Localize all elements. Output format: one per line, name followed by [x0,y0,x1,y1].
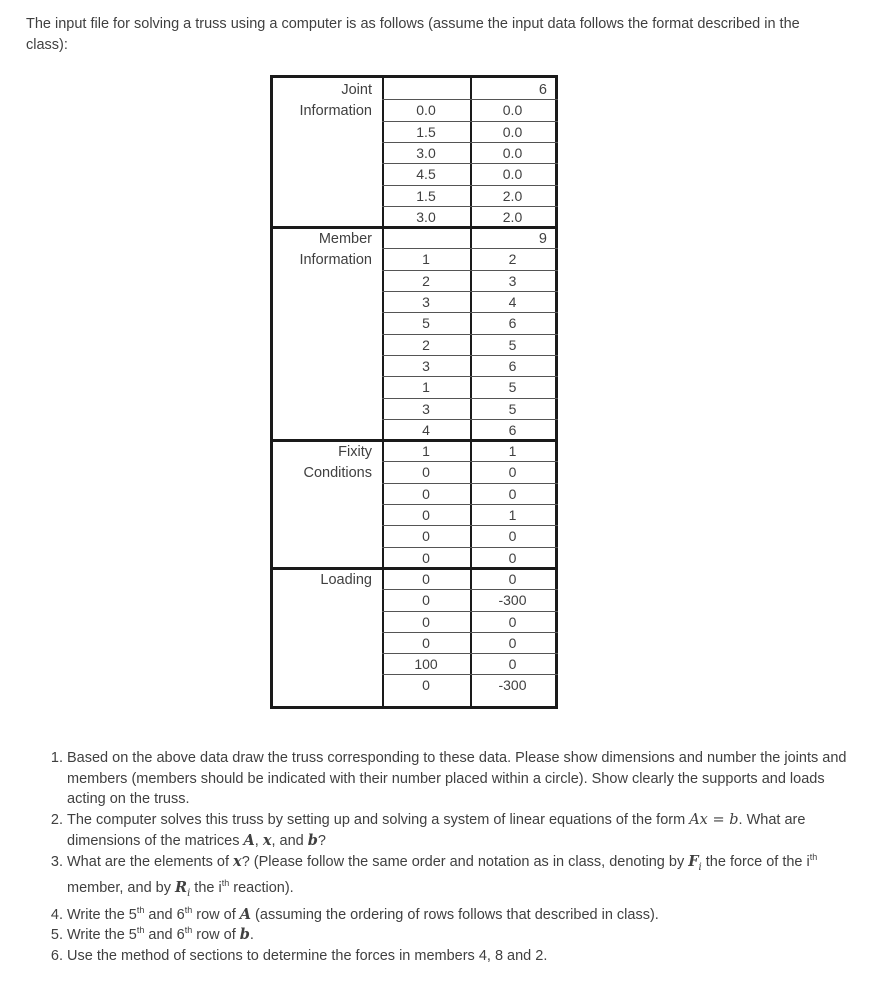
equation-ax-b: Ax = b [689,812,739,829]
cell-member-5-a: 3 [422,357,430,374]
question-3-text-b: ? (Please follow the same order and notation as in class, denoting by [241,853,689,870]
cell-fixity-0-a: 1 [422,443,430,460]
section-label-fixity: Fixity Conditions [303,444,372,482]
cell-joint-3-a: 4.5 [416,166,436,183]
question-4-text: Write the 5 [67,906,137,923]
question-6-text: Use the method of sections to determine the forces in members 4, 8 and 2. [67,948,548,965]
cell-member-0-b: 2 [508,251,517,268]
cell-loading-5-a: 0 [422,677,430,694]
cell-loading-5-b: -300 [498,677,527,694]
reaction-index: i [187,888,191,899]
vector-b-symbol: b [307,831,318,849]
question-4-text-b: and 6 [144,906,185,923]
cell-member-5-b: 6 [508,357,517,374]
question-3-text: What are the elements of [67,853,234,870]
question-4-text-d: (assuming the ordering of rows follows that described in class). [251,906,659,923]
cell-member-8-a: 4 [422,421,430,438]
cell-fixity-4-b: 0 [508,528,517,545]
cell-joint-2-a: 3.0 [416,144,436,161]
section-label-loading: Loading [320,571,372,588]
cell-loading-0-a: 0 [422,570,430,587]
cell-fixity-5-b: 0 [508,549,517,566]
question-5-text: Write the 5 [67,927,137,944]
cell-fixity-1-b: 0 [508,464,517,481]
cell-member-8-b: 6 [508,421,517,438]
cell-loading-1-a: 0 [422,592,430,609]
cell-fixity-2-a: 0 [422,485,430,502]
vector-b-symbol: b [239,926,250,944]
question-2-sep-2: , and [271,832,308,849]
force-index: i [698,861,702,873]
cell-member-6-b: 5 [508,379,517,396]
cell-member-1-a: 2 [422,272,430,289]
question-5 [67,925,867,946]
superscript-th: th [136,925,145,936]
matrix-a-symbol: A [243,831,255,849]
question-3-text-f: reaction). [229,880,294,897]
cell-loading-3-a: 0 [422,634,430,651]
cell-member-3-a: 5 [422,315,430,332]
question-5-text-b: and 6 [144,927,185,944]
cell-joint-1-a: 1.5 [416,123,436,140]
cell-loading-4-a: 100 [414,656,438,673]
question-3-text-c: the force of the i [701,853,810,870]
question-3 [67,852,867,905]
question-list [26,748,867,967]
superscript-th: th [136,904,145,915]
section-count-joint: 6 [538,82,547,98]
question-5-text-c: row of [192,927,240,944]
truss-input-table [270,75,558,709]
question-4 [67,905,867,926]
cell-joint-5-b: 2.0 [502,208,523,225]
vector-x-symbol: x [233,852,242,870]
question-2-text: The computer solves this truss by setting up and solving a system of linear equations of the form [67,812,690,829]
section-count-member: 9 [538,231,547,248]
cell-fixity-4-a: 0 [422,528,430,545]
question-1-text: Based on the above data draw the truss corresponding to these data. Please show dimensions and number the joints and members (members should be indicated with their number placed within a circle). Show clearly the supports and loads acting on the truss. [67,750,847,808]
cell-loading-2-b: 0 [508,613,517,630]
superscript-th: th [184,925,193,936]
superscript-th: th [221,878,230,889]
question-2-text-b: . What are dimensions of the matrices [67,812,806,849]
cell-member-2-a: 3 [422,294,430,310]
cell-joint-4-a: 1.5 [416,187,436,204]
vector-x-symbol: x [262,831,272,849]
question-2 [67,810,867,851]
cell-fixity-3-a: 0 [422,507,430,523]
cell-fixity-5-a: 0 [422,549,430,566]
cell-member-4-b: 5 [508,336,517,353]
cell-joint-2-b: 0.0 [502,144,523,161]
cell-member-3-b: 6 [508,315,517,332]
question-4-text-c: row of [192,906,240,923]
superscript-th: th [809,851,818,862]
cell-member-1-b: 3 [508,272,517,289]
question-6 [67,946,867,967]
cell-joint-1-b: 0.0 [502,123,523,140]
cell-loading-0-b: 0 [508,570,517,587]
cell-loading-2-a: 0 [422,613,430,630]
cell-loading-1-b: -300 [498,592,527,609]
question-1 [67,748,867,810]
question-3-text-d: member, and by [67,880,175,897]
force-symbol: F [688,852,699,870]
question-5-end: . [249,927,254,944]
cell-joint-3-b: 0.0 [502,166,523,183]
intro-text: The input file for solving a truss using a computer is as follows (assume the input data follows the format described in the class): [26,16,800,53]
cell-loading-3-b: 0 [508,634,517,651]
section-label-joint: Joint Information [299,82,372,119]
cell-loading-4-b: 0 [508,656,517,673]
cell-fixity-0-b: 1 [508,443,517,460]
cell-fixity-2-b: 0 [508,485,517,502]
cell-member-6-a: 1 [422,379,430,396]
cell-member-7-b: 5 [508,400,517,417]
cell-joint-0-a: 0.0 [416,102,436,119]
cell-member-7-a: 3 [422,400,430,417]
cell-member-2-b: 4 [508,294,517,310]
question-2-end: ? [317,832,326,849]
section-label-member: Member Information [299,231,372,269]
cell-joint-5-a: 3.0 [416,208,436,225]
cell-joint-4-b: 2.0 [502,187,523,204]
superscript-th: th [184,904,193,915]
cell-fixity-3-b: 1 [508,507,517,523]
reaction-symbol: R [175,879,188,897]
question-2-sep-1: , [254,832,263,849]
cell-member-4-a: 2 [422,336,430,353]
matrix-a-symbol: A [239,905,252,923]
question-3-text-e: the i [190,880,222,897]
cell-member-0-a: 1 [422,251,430,268]
cell-joint-0-b: 0.0 [502,102,523,119]
cell-fixity-1-a: 0 [422,464,430,481]
